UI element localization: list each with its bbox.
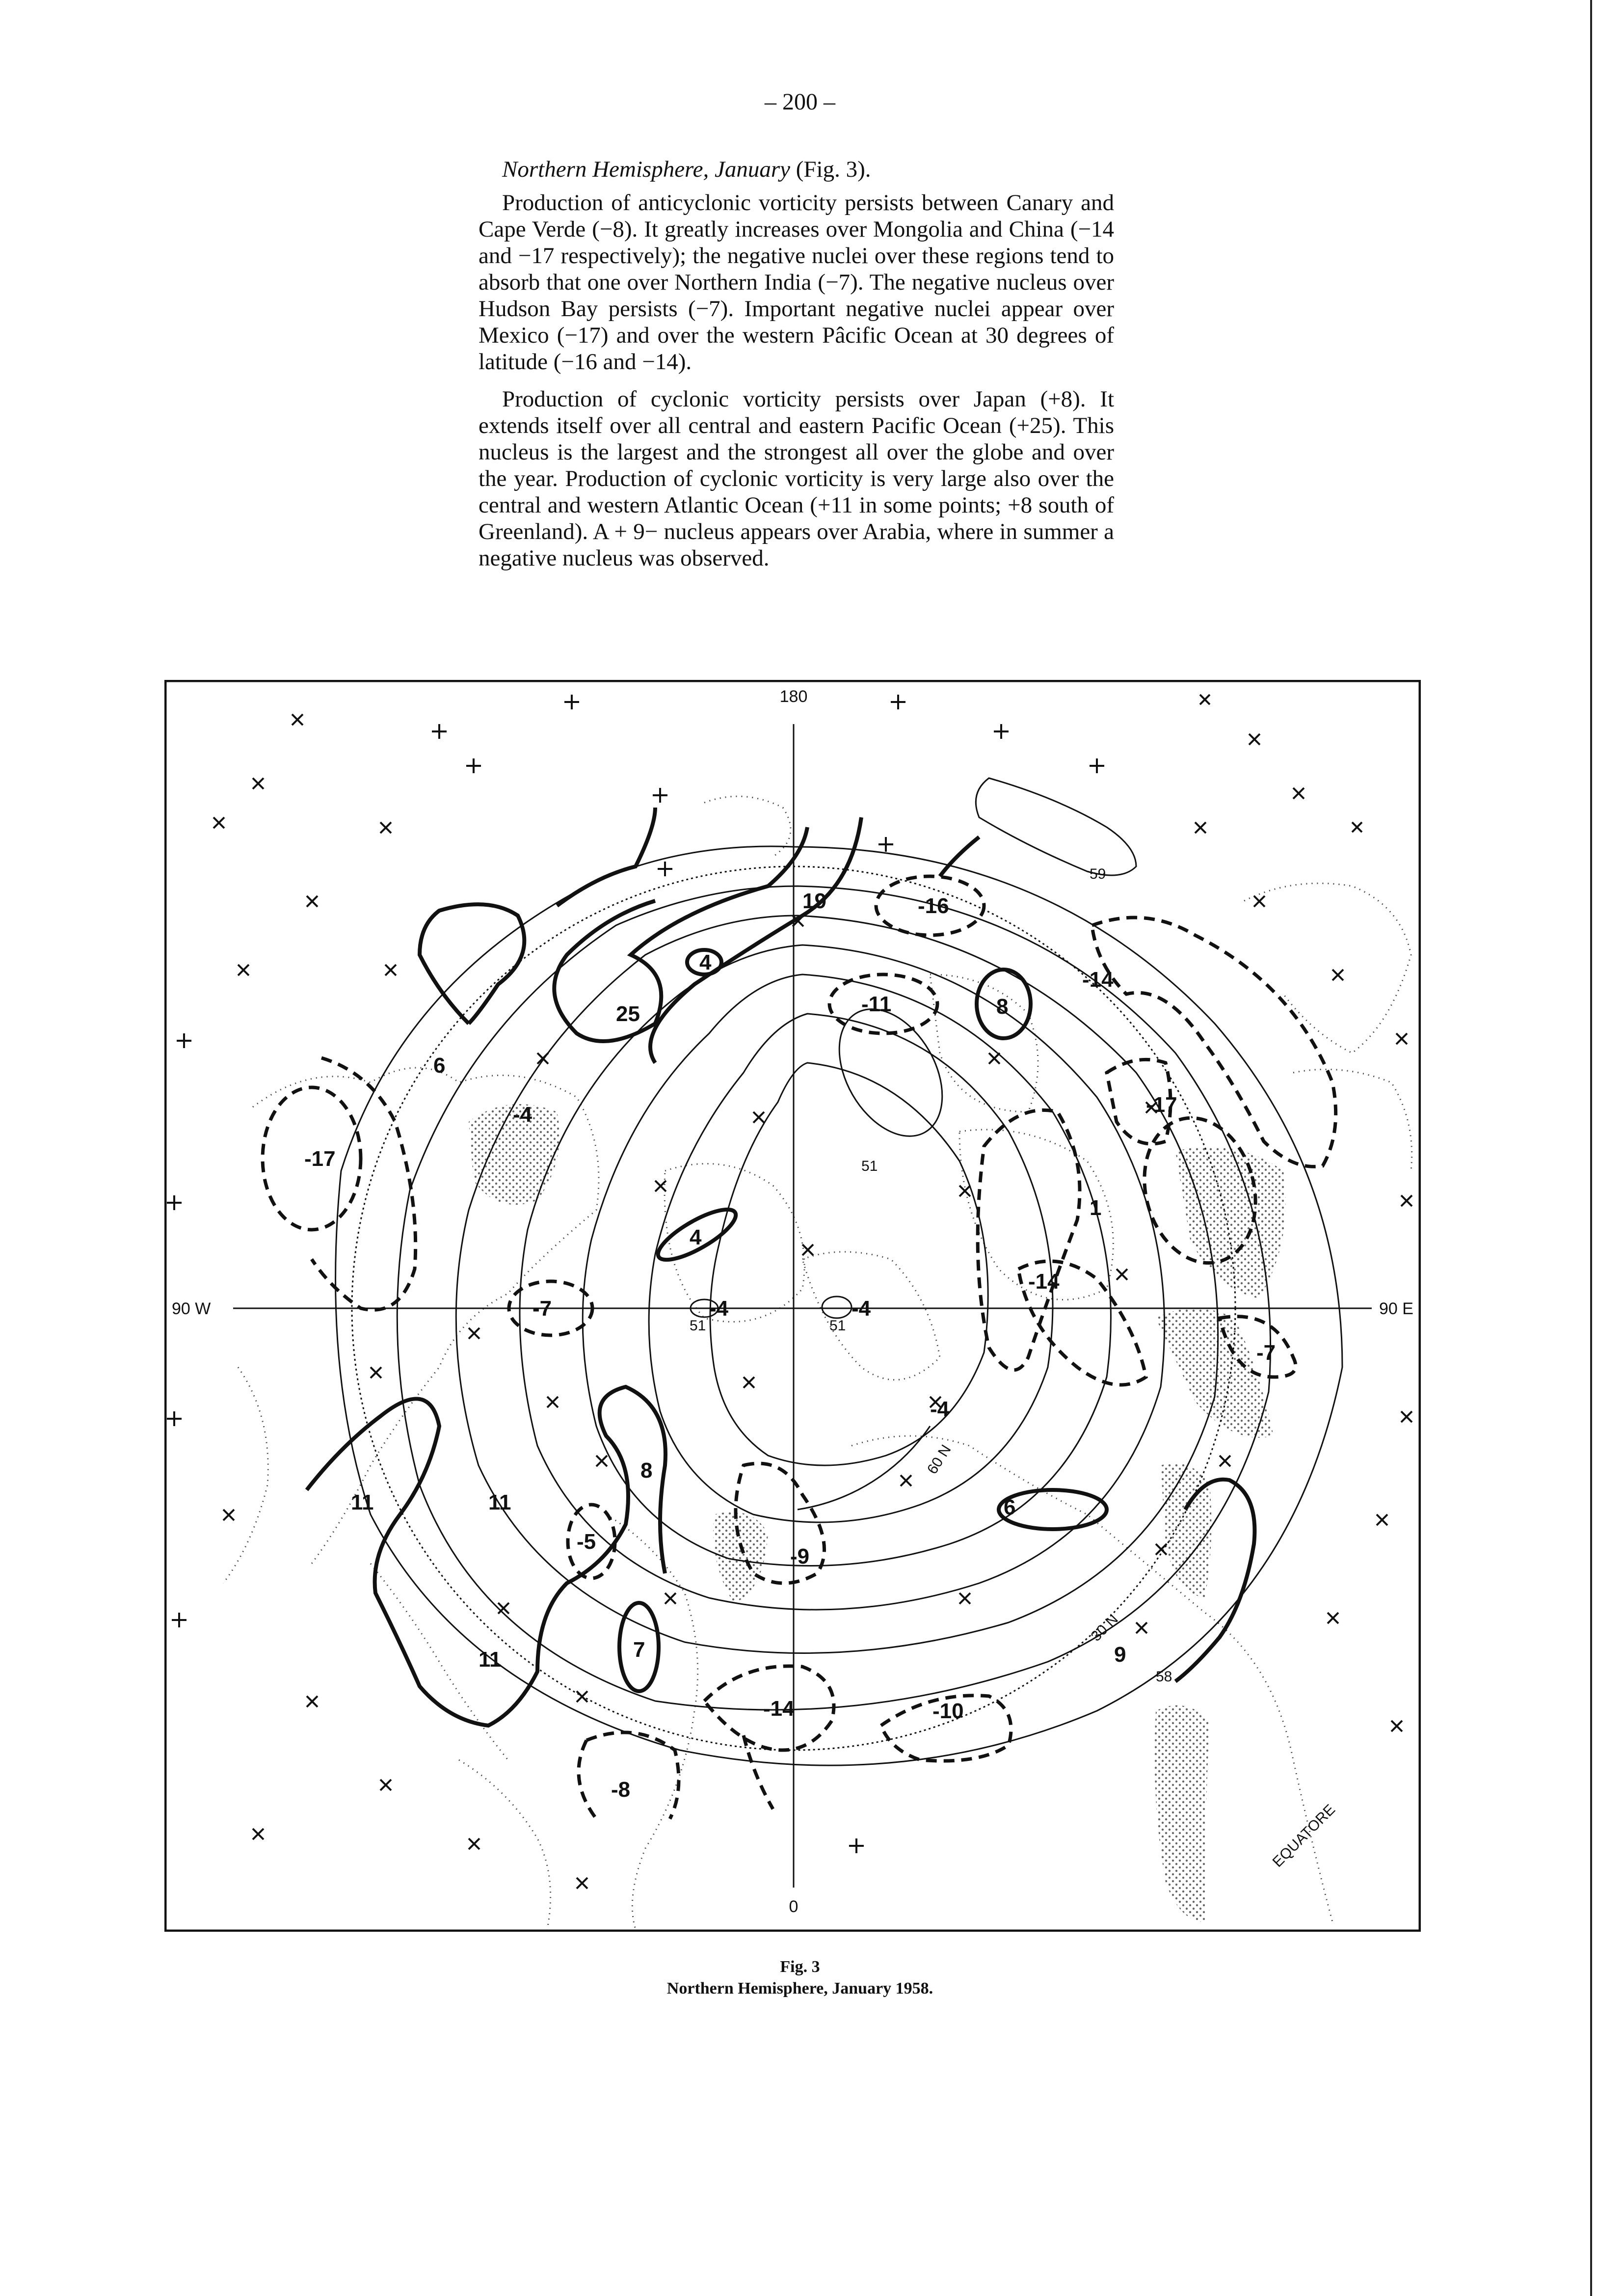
- height-label: 51: [690, 1318, 706, 1334]
- nucleus-label: 6: [1004, 1495, 1016, 1519]
- page-number: – 200 –: [765, 89, 835, 115]
- paragraph-cyclonic: Production of cyclonic vorticity persists over Japan (+8). It extends itself over all central and eastern Pacific Ocean (+25). This nucleus is the largest and the strongest all over the globe and over the year. Production of cyclonic vorticity is very large also over the central and western Atlantic Ocean (+11 in some points; +8 south of Greenland). A + 9− nucleus appears over Arabia, where in summer a negative nucleus was observed.: [479, 386, 1114, 571]
- axis-label-90e: 90 E: [1379, 1299, 1413, 1318]
- nucleus-label: -4: [852, 1297, 871, 1321]
- height-label: 58: [1156, 1669, 1172, 1685]
- nucleus-label: 8: [640, 1459, 653, 1483]
- nucleus-label: 4: [690, 1225, 702, 1249]
- axis-label-180: 180: [779, 687, 808, 706]
- margin-rule: [1590, 0, 1592, 2296]
- nucleus-label: -9: [790, 1544, 810, 1568]
- nucleus-label: -4: [709, 1297, 729, 1321]
- figure-caption: [491, 1956, 1109, 1999]
- nucleus-label: 11: [479, 1648, 502, 1672]
- height-label: 51: [829, 1318, 846, 1334]
- nucleus-label: -16: [918, 894, 949, 918]
- caption-figure-number: Fig. 3: [780, 1958, 820, 1976]
- nucleus-label: 11: [351, 1490, 374, 1514]
- nucleus-label: -7: [1256, 1341, 1276, 1365]
- nucleus-label: 6: [433, 1053, 446, 1078]
- nucleus-label: -17: [1146, 1093, 1177, 1117]
- article-text: [479, 156, 1114, 582]
- nucleus-label: -10: [932, 1699, 964, 1723]
- height-label: 59: [1090, 866, 1106, 882]
- nucleus-label: -8: [611, 1778, 631, 1802]
- nucleus-label: 4: [699, 950, 712, 974]
- nucleus-label: -4: [513, 1103, 532, 1127]
- paragraph-anticyclonic: Production of anticyclonic vorticity persists between Canary and Cape Verde (−8). It greatly increases over Mongolia and China (−14 and −17 respectively); the negative nuclei over these regions tend to absorb that one over Northern India (−7). The negative nucleus over Hudson Bay persists (−7). Important negative nuclei appear over Mexico (−17) and over the western Pâcific Ocean at 30 degrees of latitude (−16 and −14).: [479, 190, 1114, 375]
- nucleus-label: 9: [1114, 1643, 1126, 1667]
- latitude-label-30n: 30 N: [1088, 1611, 1121, 1645]
- map-frame: [165, 681, 1420, 1931]
- nucleus-label: 8: [996, 995, 1009, 1019]
- polar-map: [164, 680, 1421, 1932]
- nucleus-label: 19: [802, 889, 826, 913]
- height-label: 51: [861, 1158, 878, 1174]
- axis-label-90w: 90 W: [172, 1299, 211, 1318]
- nucleus-label: 11: [488, 1490, 511, 1514]
- section-heading: [479, 156, 1114, 183]
- latitude-label-60n: 60 N: [924, 1442, 955, 1477]
- nucleus-label: -14: [763, 1697, 795, 1721]
- nucleus-label: -5: [577, 1530, 596, 1554]
- nucleus-label: -4: [930, 1397, 950, 1421]
- nucleus-label: -14: [1028, 1270, 1060, 1294]
- vorticity-map-figure: [164, 680, 1421, 1932]
- nucleus-label: -17: [304, 1147, 336, 1171]
- caption-title: Northern Hemisphere, January 1958.: [666, 1979, 933, 1998]
- heading-figure-ref: (Fig. 3).: [796, 157, 871, 182]
- axis-label-0: 0: [789, 1897, 798, 1916]
- nucleus-label: 1: [1090, 1196, 1102, 1220]
- latitude-label-equator: EQUATORE: [1269, 1801, 1339, 1870]
- nucleus-label: 25: [616, 1002, 640, 1026]
- nucleus-label: -14: [1082, 968, 1114, 992]
- nucleus-label: 7: [633, 1638, 645, 1662]
- nucleus-label: -7: [532, 1297, 552, 1321]
- heading-title: Northern Hemisphere, January: [502, 157, 790, 182]
- nucleus-label: -11: [861, 992, 892, 1016]
